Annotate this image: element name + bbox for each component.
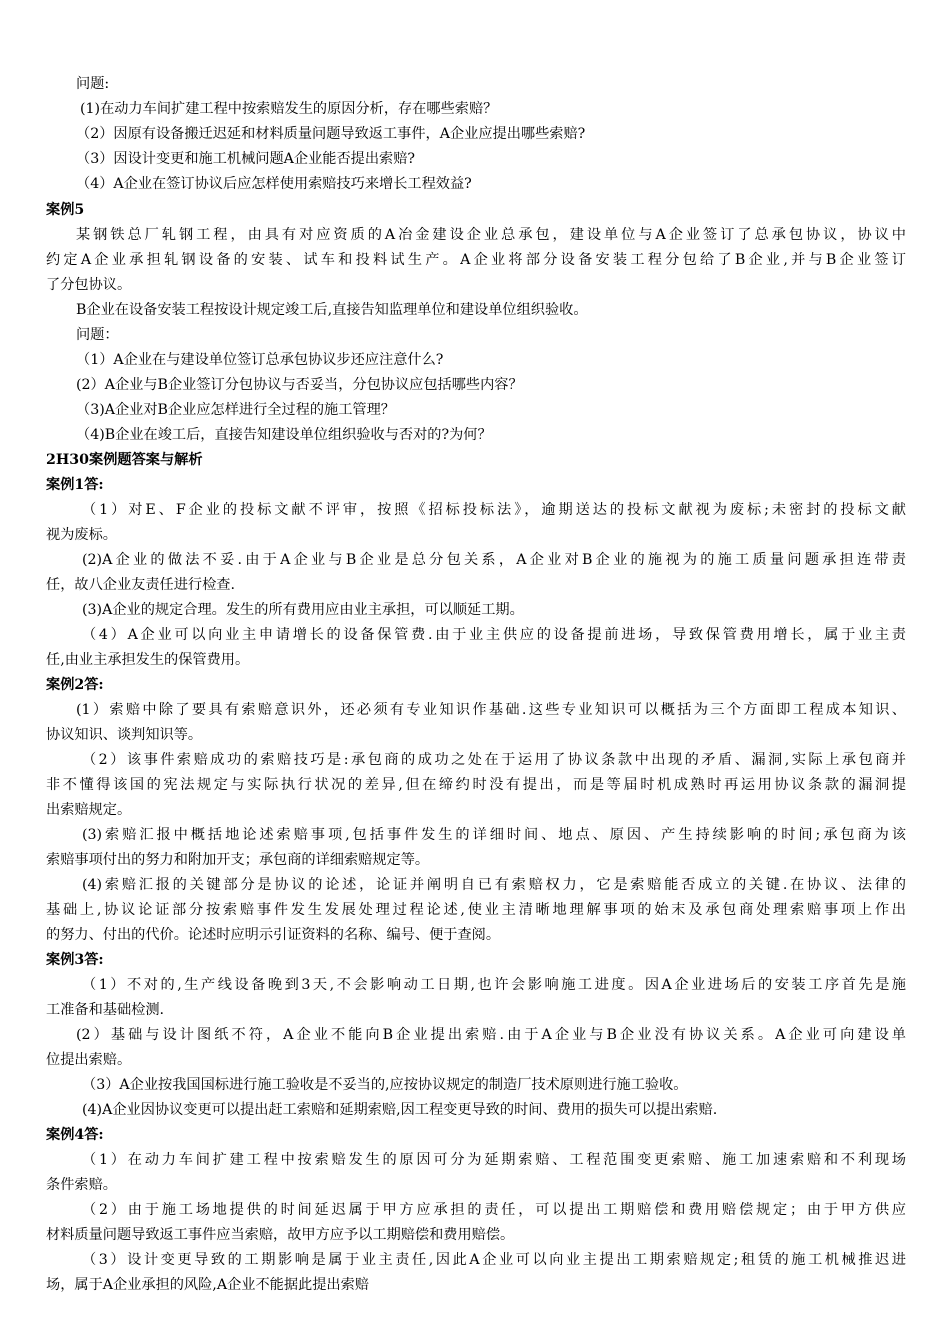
case5-question-2: (2）A企业与B企业签订分包协议与否妥当，分包协议应包括哪些内容？ [76,377,523,393]
case5-paragraph-line: 约定A企业承担轧钢设备的安装、试车和投料试生产。A企业将部分设备安装工程分包给了B企业,并与B企业签订 [46,252,906,268]
case3-answer-line: （3）A企业按我国国标进行施工验收是不妥当的,应按协议规定的制造厂技术原则进行施工验收。 [82,1077,688,1093]
case2-answer-line: （2）该事件索赔成功的索赔技巧是:承包商的成功之处在于运用了协议条款中出现的矛盾、漏洞,实际上承包商并 [82,752,906,768]
case3-heading: 案例3答: [46,952,104,968]
case2-answer-line: 索赔事项付出的努力和附加开支；承包商的详细索赔规定等。 [46,852,430,868]
case5-heading: 案例5 [46,202,85,218]
case5-paragraph-line: 某钢铁总厂轧钢工程，由具有对应资质的A冶金建设企业总承包，建设单位与A企业签订了总承包协议，协议中 [76,227,906,243]
case5-question-label: 问题： [76,327,119,343]
case4-answer-line: （3）设计变更导致的工期影响是属于业主责任,因此A企业可以向业主提出工期索赔规定;租赁的施工机械推迟进 [82,1252,906,1268]
case1-answer-line: (2)A企业的做法不妥.由于A企业与B企业是总分包关系，A企业对B企业的施视为的施工质量问题承担连带责 [82,552,906,568]
case3-answer-line: (4)A企业因协议变更可以提出赶工索赔和延期索赔,因工程变更导致的时间、费用的损失可以提出索赔. [82,1102,718,1118]
case4-question-3: （3）因设计变更和施工机械问题A企业能否提出索赔? [76,151,416,167]
case1-answer-line: 任,由业主承担发生的保管费用。 [46,652,250,668]
case1-answer-line: (3)A企业的规定合理。发生的所有费用应由业主承担，可以顺延工期。 [82,602,524,618]
case1-answer-line: （1）对E、F企业的投标文献不评审，按照《招标投标法》，逾期送达的投标文献视为废标;未密封的投标文献 [82,502,906,518]
case4-question-2: （2）因原有设备搬迁迟延和材料质量问题导致返工事件，A企业应提出哪些索赔? [76,126,586,142]
case4-answer-line: （1）在动力车间扩建工程中按索赔发生的原因可分为延期索赔、工程范围变更索赔、施工加速索赔和不利现场 [82,1152,906,1168]
case2-answer-line: (4)索赔汇报的关键部分是协议的论述，论证并阐明自已有索赔权力，它是索赔能否成立的关键.在协议、法律的 [82,877,906,893]
answers-title: 2H30案例题答案与解析 [46,452,203,468]
case5-question-4: （4)B企业在竣工后，直接告知建设单位组织验收与否对的?为何？ [76,427,492,443]
case2-answer-line: 协议知识、谈判知识等。 [46,727,203,743]
case5-question-3: （3)A企业对B企业应怎样进行全过程的施工管理？ [76,402,395,418]
case5-paragraph-2: B企业在设备安装工程按设计规定竣工后,直接告知监理单位和建设单位组织验收。 [76,302,588,318]
case1-answer-line: 任，故八企业友责任进行检查. [46,577,235,593]
case1-answer-line: 视为废标。 [46,527,117,543]
case4-answer-line: （2）由于施工场地提供的时间延迟属于甲方应承担的责任，可以提出工期赔偿和费用赔偿规定；由于甲方供应 [82,1202,906,1218]
case4-question-label: 问题: [76,76,110,92]
case4-answer-line: 场，属于A企业承担的风险,A企业不能据此提出索赔 [46,1277,369,1293]
case5-paragraph-line: 了分包协议。 [46,277,132,293]
case3-answer-line: 工准备和基础检测. [46,1002,165,1018]
case3-answer-line: （1）不对的,生产线设备晚到3天,不会影响动工日期,也许会影响施工进度。因A企业进场后的安装工序首先是施 [82,977,906,993]
case1-heading: 案例1答: [46,477,104,493]
case1-answer-line: （4）A企业可以向业主申请增长的设备保管费.由于业主供应的设备提前进场，导致保管费用增长，属于业主责 [82,627,906,643]
case2-answer-line: 的努力、付出的代价。论述时应明示引证资料的名称、编号、便于查阅。 [46,927,501,943]
case3-answer-line: 位提出索赔。 [46,1052,132,1068]
case4-question-4: （4）A企业在签订协议后应怎样使用索赔技巧来增长工程效益? [76,176,472,192]
case2-answer-line: 基础上,协议论证部分按索赔事件发生发展处理过程论述,使业主清晰地理解事项的始末及承包商处理索赔事项上作出 [46,902,906,918]
case2-answer-line: (3)索赔汇报中概括地论述索赔事项,包括事件发生的详细时间、地点、原因、产生持续影响的时间;承包商为该 [82,827,906,843]
case2-answer-line: (1）索赔中除了要具有索赔意识外，还必须有专业知识作基础.这些专业知识可以概括为三个方面即工程成本知识、 [76,702,906,718]
case2-heading: 案例2答: [46,677,104,693]
case4-answer-line: 条件索赔。 [46,1177,117,1193]
case4-question-1: (1)在动力车间扩建工程中按索赔发生的原因分析，存在哪些索赔？ [80,101,498,117]
case4-answer-line: 材料质量问题导致返工事件应当索赔，故甲方应予以工期赔偿和费用赔偿。 [46,1227,515,1243]
case5-question-1: （1）A企业在与建设单位签订总承包协议步还应注意什么? [76,352,444,368]
case4-heading: 案例4答: [46,1127,104,1143]
case3-answer-line: (2）基础与设计图纸不符，A企业不能向B企业提出索赔.由于A企业与B企业没有协议关系。A企业可向建设单 [76,1027,906,1043]
case2-answer-line: 非不懂得该国的宪法规定与实际执行状况的差异,但在缔约时没有提出，而是等届时机成熟时再运用协议条款的漏洞提 [46,777,906,793]
case2-answer-line: 出索赔规定。 [46,802,132,818]
